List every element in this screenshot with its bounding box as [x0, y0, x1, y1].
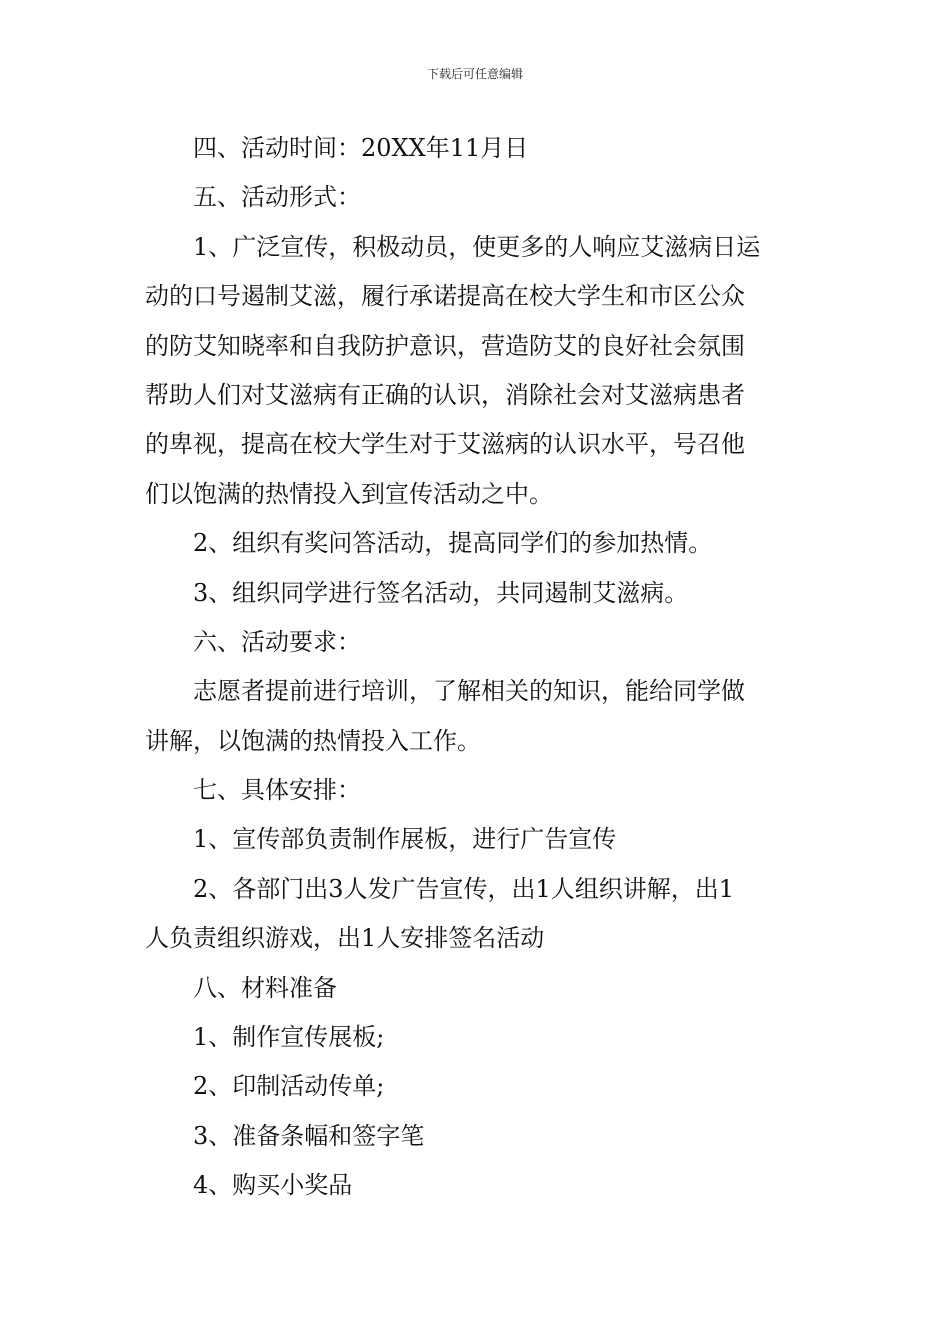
- form-item-3: 3、组织同学进行签名活动，共同遏制艾滋病。: [193, 578, 689, 607]
- section-time: 四、活动时间：20XX年11月日: [193, 134, 529, 162]
- section-arrangement-heading: 七、具体安排：: [193, 776, 361, 805]
- materials-item-4: 4、购买小奖品: [193, 1171, 353, 1200]
- section-form-heading: 五、活动形式：: [193, 183, 361, 212]
- document-body: [145, 124, 807, 1211]
- materials-item-1: 1、制作宣传展板;: [193, 1023, 385, 1052]
- form-item-1-line-4: 帮助人们对艾滋病有正确的认识，消除社会对艾滋病患者: [145, 380, 745, 409]
- form-item-1-line-1: 1、广泛宣传，积极动员，使更多的人响应艾滋病日运: [193, 232, 761, 261]
- form-item-1-line-3: 的防艾知晓率和自我防护意识，营造防艾的良好社会氛围: [145, 331, 745, 360]
- materials-item-2: 2、印制活动传单;: [193, 1072, 385, 1101]
- form-item-2: 2、组织有奖问答活动，提高同学们的参加热情。: [193, 529, 713, 558]
- form-item-1-line-5: 的卑视，提高在校大学生对于艾滋病的认识水平，号召他: [145, 430, 745, 459]
- section-materials-heading: 八、材料准备: [193, 973, 337, 1002]
- page-header: 下载后可任意编辑: [426, 67, 523, 81]
- arrangement-item-2-line-2: 人负责组织游戏，出1人安排签名活动: [145, 924, 545, 953]
- arrangement-item-2-line-1: 2、各部门出3人发广告宣传，出1人组织讲解，出1: [193, 874, 735, 903]
- materials-item-3: 3、准备条幅和签字笔: [193, 1121, 425, 1150]
- form-item-1-line-6: 们以饱满的热情投入到宣传活动之中。: [145, 479, 553, 508]
- section-requirements-heading: 六、活动要求：: [193, 627, 361, 656]
- arrangement-item-1: 1、宣传部负责制作展板，进行广告宣传: [193, 825, 617, 854]
- requirements-line-1: 志愿者提前进行培训，了解相关的知识，能给同学做: [193, 677, 745, 706]
- form-item-1-line-2: 动的口号遏制艾滋，履行承诺提高在校大学生和市区公众: [145, 282, 745, 311]
- requirements-line-2: 讲解，以饱满的热情投入工作。: [145, 726, 481, 755]
